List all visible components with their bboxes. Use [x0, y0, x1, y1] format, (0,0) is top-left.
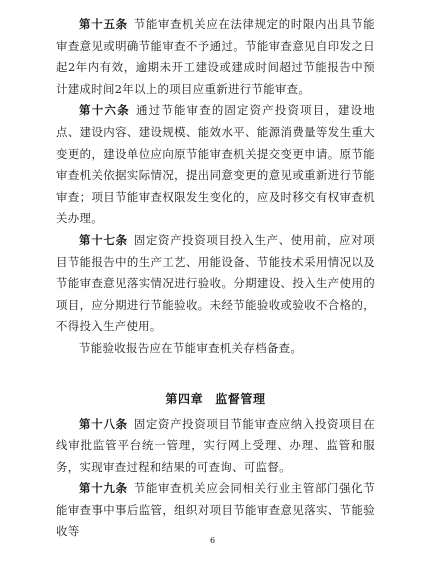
article-number: 第十九条: [79, 481, 128, 496]
article-number: 第十七条: [79, 232, 128, 247]
article-18: [56, 414, 375, 479]
article-text: 节能验收报告应在节能审查机关存档备查。: [79, 340, 303, 355]
article-text: 节能审查机关应会同相关行业主管部门强化节能审查事中事后监管，组织对项目节能审查意见落实、节能验收等: [56, 481, 375, 539]
article-17: [56, 230, 375, 338]
chapter-number: 第四章: [165, 391, 204, 406]
article-15: [56, 14, 375, 100]
article-text: 固定资产投资项目投入生产、使用前，应对项目节能报告中的生产工艺、用能设备、节能技术采用情况以及节能审查意见落实情况进行验收。分期建设、投入生产使用的项目，应分期进行节能验收。未经节能验收或验收不合格的，不得投入生产使用。: [56, 232, 375, 334]
article-text: 固定资产投资项目节能审查应纳入投资项目在线审批监管平台统一管理，实行网上受理、办理、监管和服务，实现审查过程和结果的可查询、可监督。: [56, 416, 375, 474]
article-number: 第十八条: [79, 416, 128, 431]
chapter-heading: [56, 388, 375, 410]
article-17-note: [56, 338, 375, 360]
chapter-title: 监督管理: [215, 391, 266, 406]
article-16: [56, 100, 375, 230]
article-number: 第十五条: [79, 17, 128, 31]
article-text: 节能审查机关应在法律规定的时限内出具节能审查意见或明确节能审查不予通过。节能审查意见自印发之日起2年内有效，逾期未开工建设或建成时间超过节能报告中预计建成时间2年以上的项目应重新进行节能审查。: [56, 17, 375, 96]
page-number: 6: [209, 536, 216, 545]
article-19: [56, 478, 375, 543]
article-text: 通过节能审查的固定资产投资项目，建设地点、建设内容、建设规模、能效水平、能源消费量等发生重大变更的，建设单位应向原节能审查机关提交变更申请。原节能审查机关依据实际情况，提出同意变更的意见或重新进行节能审查；项目节能审查权限发生变化的，应及时移交有权审查机关办理。: [56, 103, 375, 226]
article-number: 第十六条: [79, 103, 131, 118]
